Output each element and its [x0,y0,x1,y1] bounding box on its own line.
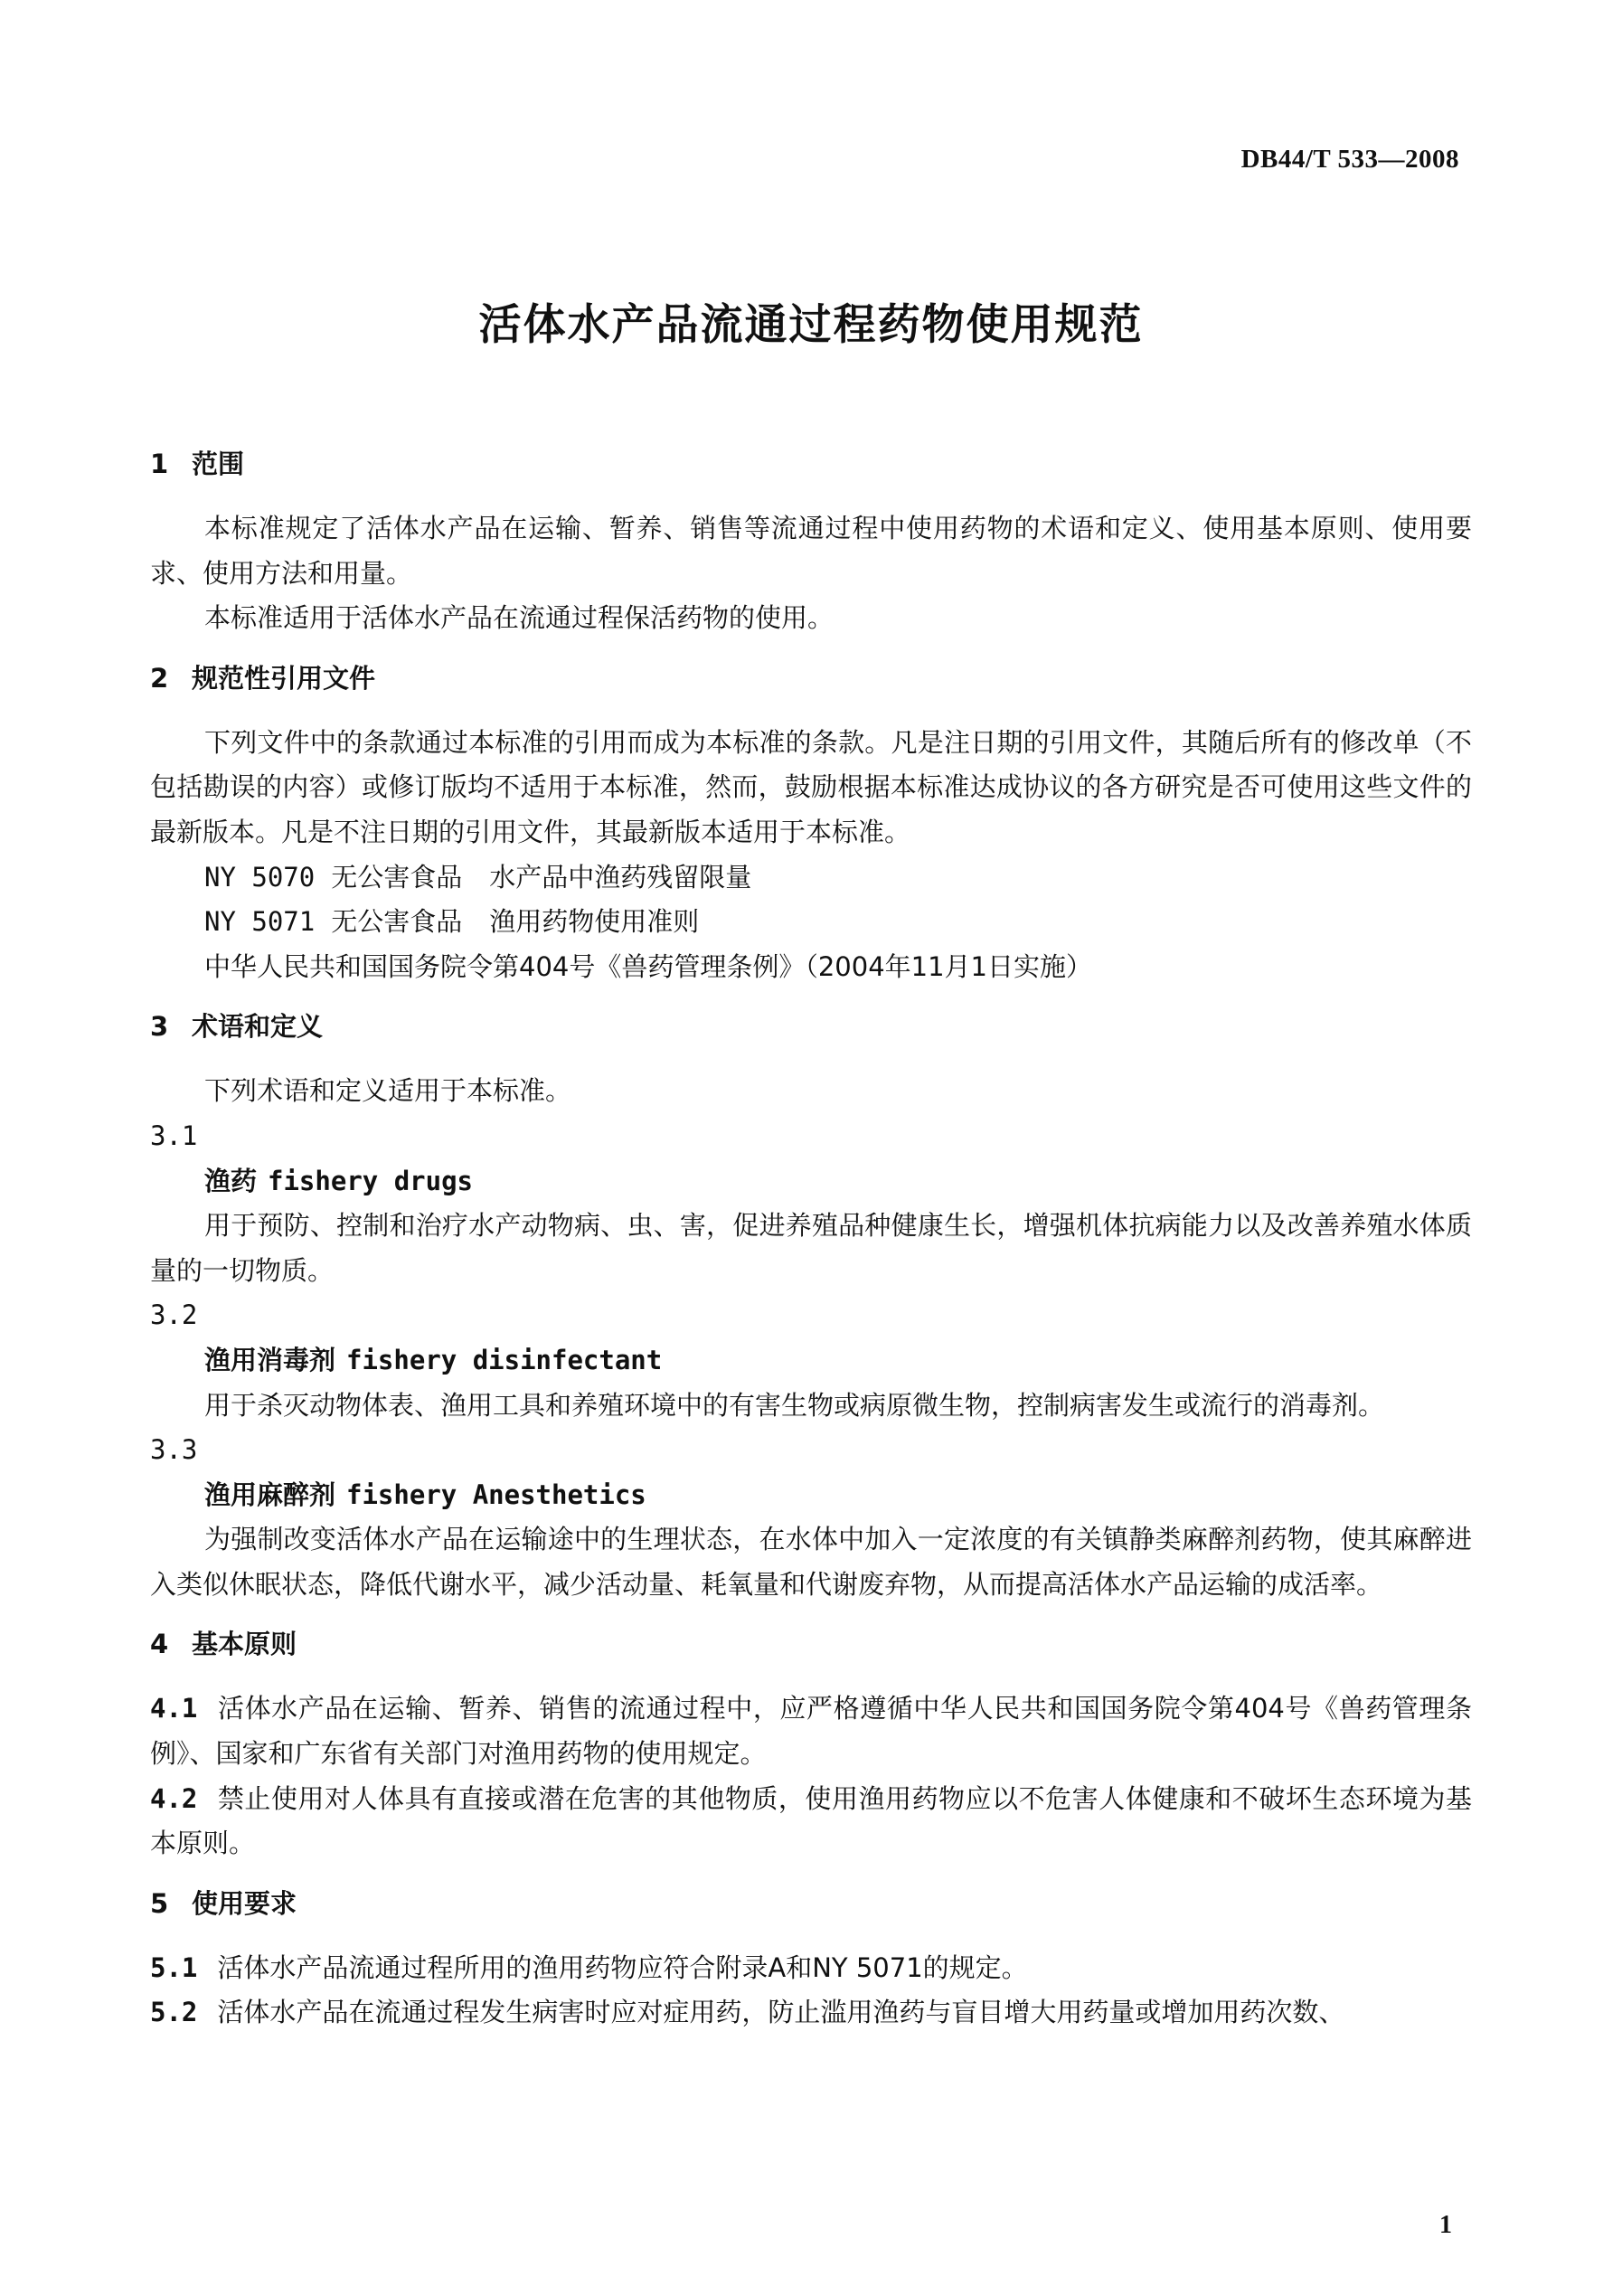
term-definition: 为强制改变活体水产品在运输途中的生理状态，在水体中加入一定浓度的有关镇静类麻醉剂药物，使其麻醉进入类似休眠状态，降低代谢水平，减少活动量、耗氧量和代谢废弃物，从而提高活体水产品运输的成活率。 [150,1524,1472,1600]
section-number: 2 [150,662,169,694]
term-name [150,1473,1472,1518]
clause-number: 4.2 [150,1782,198,1814]
term-definition: 用于杀灭动物体表、渔用工具和养殖环境中的有害生物或病原微生物，控制病害发生或流行的消毒剂。 [204,1389,1385,1421]
clause-number: 5.1 [150,1951,198,1983]
term-name-en: fishery Anesthetics [346,1479,646,1510]
section-5-heading [150,1881,1472,1926]
clause-text: 活体水产品流通过程所用的渔用药物应符合附录A和NY 5071的规定。 [217,1951,1028,1983]
section-2-heading [150,656,1472,701]
term-name-zh: 渔药 [204,1165,258,1196]
term-name-en: fishery drugs [268,1165,473,1196]
section-1-paragraph-1: 本标准规定了活体水产品在运输、暂养、销售等流通过程中使用药物的术语和定义、使用基本原则、使用要求、使用方法和用量。 [150,513,1472,589]
section-title: 范围 [192,449,245,479]
section-2-paragraph: 下列文件中的条款通过本标准的引用而成为本标准的条款。凡是注日期的引用文件，其随后所有的修改单（不包括勘误的内容）或修订版均不适用于本标准，然而，鼓励根据本标准达成协议的各方研究是否可使用这些文件的最新版本。凡是不注日期的引用文件，其最新版本适用于本标准。 [150,726,1472,847]
section-3-intro: 下列术语和定义适用于本标准。 [204,1075,572,1107]
term-name-en: fishery disinfectant [346,1344,663,1375]
clause-number: 5.2 [150,1997,198,2028]
term-name [150,1338,1472,1384]
reference-title: 水产品中渔药残留限量 [489,861,752,893]
section-1-paragraph-2: 本标准适用于活体水产品在流通过程保活药物的使用。 [204,602,835,634]
page-number: 1 [1439,2211,1452,2239]
clause-number: 4.1 [150,1693,198,1724]
term-name-zh: 渔用麻醉剂 [204,1479,336,1510]
section-title: 使用要求 [192,1887,297,1919]
section-4-heading [150,1621,1472,1667]
section-title: 术语和定义 [192,1011,324,1043]
reference-category: 无公害食品 [331,906,463,938]
reference-item [150,855,1472,901]
section-1-heading [150,441,1472,487]
clause-text: 禁止使用对人体具有直接或潜在危害的其他物质，使用渔用药物应以不危害人体健康和不破坏生态环境为基本原则。 [150,1782,1472,1859]
section-title: 规范性引用文件 [192,662,376,694]
term-number: 3.2 [150,1299,198,1331]
term-number: 3.1 [150,1120,198,1151]
standard-code: DB44/T 533—2008 [1240,145,1459,174]
term-name-zh: 渔用消毒剂 [204,1344,336,1375]
clause-4-1 [150,1687,1472,1776]
section-number: 3 [150,1011,169,1043]
term-definition: 用于预防、控制和治疗水产动物病、虫、害，促进养殖品种健康生长，增强机体抗病能力以及改善养殖水体质量的一切物质。 [150,1210,1472,1286]
term-number: 3.3 [150,1434,198,1466]
term-name [150,1159,1472,1205]
reference-item [150,900,1472,945]
reference-item-decree: 中华人民共和国国务院令第404号《兽药管理条例》（2004年11月1日实施） [204,950,1093,982]
section-number: 1 [150,449,169,479]
clause-5-2 [150,1990,1472,2036]
clause-5-1 [150,1946,1472,1991]
section-title: 基本原则 [192,1629,297,1660]
reference-code: NY 5070 [204,861,316,893]
reference-code: NY 5071 [204,906,316,938]
clause-text: 活体水产品在运输、暂养、销售的流通过程中，应严格遵循中华人民共和国国务院令第404号《兽药管理条例》、国家和广东省有关部门对渔用药物的使用规定。 [150,1693,1472,1770]
clause-text: 活体水产品在流通过程发生病害时应对症用药，防止滥用渔药与盲目增大用药量或增加用药次数、 [217,1997,1345,2028]
section-number: 4 [150,1629,169,1660]
reference-category: 无公害食品 [331,861,463,893]
document-title: 活体水产品流通过程药物使用规范 [478,300,1144,350]
document-body [150,441,1472,2036]
section-number: 5 [150,1887,169,1919]
reference-title: 渔用药物使用准则 [489,906,700,938]
section-3-heading [150,1004,1472,1049]
clause-4-2 [150,1777,1472,1866]
